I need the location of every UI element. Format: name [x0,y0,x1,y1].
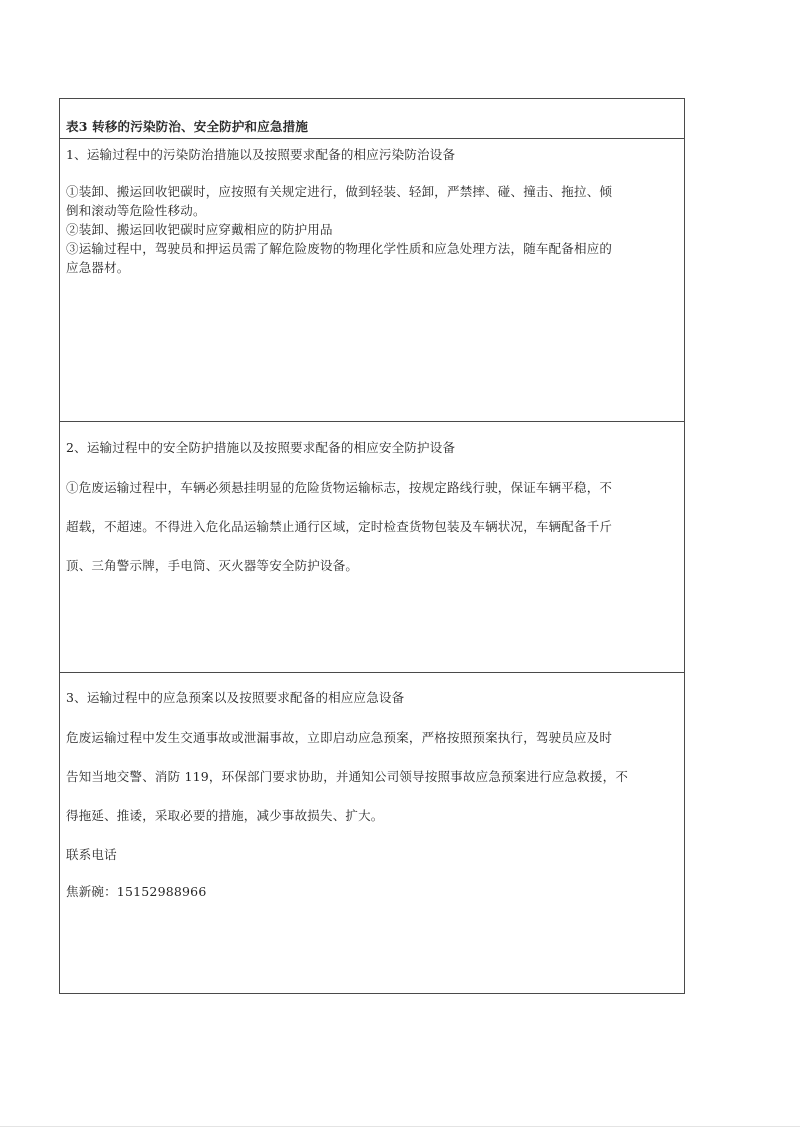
section3-line3: 得拖延、推诿，采取必要的措施，减少事故损失、扩大。 [66,808,384,823]
section3-line1: 危废运输过程中发生交通事故或泄漏事故，立即启动应急预案，严格按照预案执行，驾驶员应及时 [66,730,613,745]
contact-person: 焦新碗：15152988966 [66,884,207,899]
section1-item3-line1: ③运输过程中，驾驶员和押运员需了解危险废物的物理化学性质和应急处理方法，随车配备相应的 [66,241,613,256]
section1-item2: ②装卸、搬运回收钯碳时应穿戴相应的防护用品 [66,222,333,237]
section1-item1-line2: 倒和滚动等危险性移动。 [66,203,206,218]
section3-line2: 告知当地交警、消防 119，环保部门要求协助，并通知公司领导按照事故应急预案进行应急救援，不 [66,769,629,784]
section-safety-protection [60,422,684,673]
section-pollution-prevention [60,139,684,422]
section-emergency-plan [60,673,684,993]
section1-heading: 1、运输过程中的污染防治措施以及按照要求配备的相应污染防治设备 [66,147,456,162]
section2-heading: 2、运输过程中的安全防护措施以及按照要求配备的相应安全防护设备 [66,440,456,455]
section1-item3-line2: 应急器材。 [66,260,130,275]
table-title: 表3 转移的污染防治、安全防护和应急措施 [66,119,309,134]
contact-label: 联系电话 [66,847,117,862]
section1-item1-line1: ①装卸、搬运回收钯碳时，应按照有关规定进行，做到轻装、轻卸，严禁摔、碰、撞击、拖拉、倾 [66,184,613,199]
section2-line1: ①危废运输过程中，车辆必须悬挂明显的危险货物运输标志，按规定路线行驶，保证车辆平稳，不 [66,480,613,495]
measures-table [59,98,685,994]
section2-line3: 顶、三角警示牌，手电筒、灭火器等安全防护设备。 [66,558,359,573]
section2-line2: 超载，不超速。不得进入危化品运输禁止通行区域，定时检查货物包装及车辆状况，车辆配备千斤 [66,519,613,534]
section3-heading: 3、运输过程中的应急预案以及按照要求配备的相应应急设备 [66,690,405,705]
table-title-row [60,99,684,139]
page-edge-line [0,1126,800,1127]
